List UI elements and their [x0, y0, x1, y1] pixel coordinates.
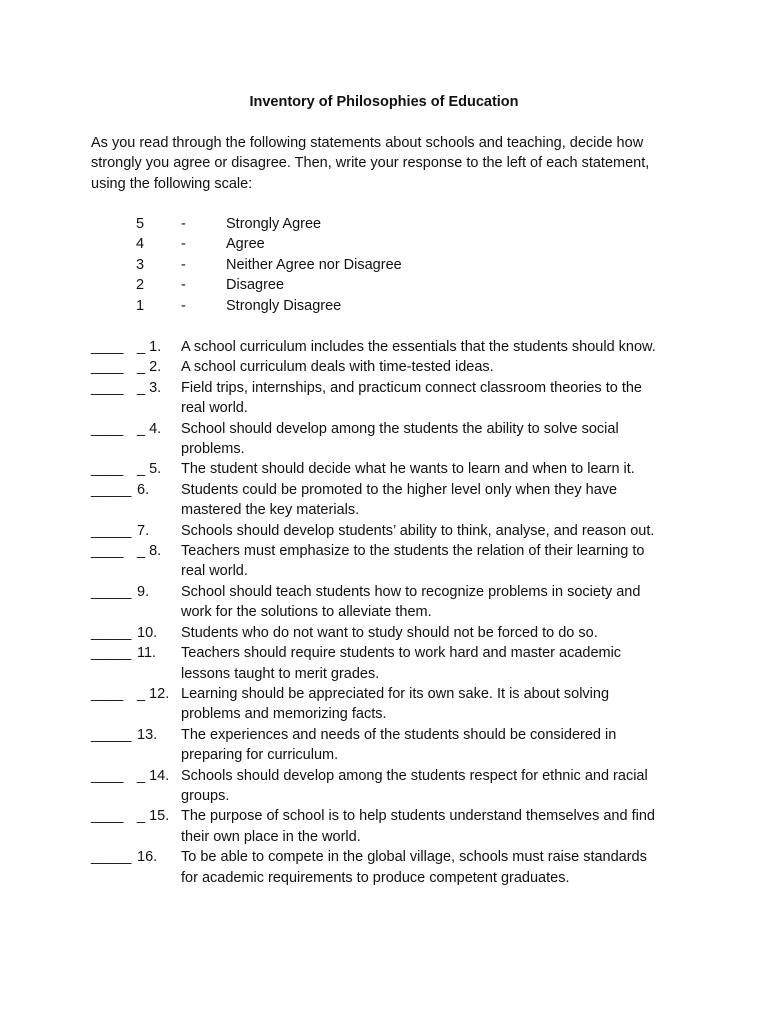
- statement-text: [181, 337, 681, 357]
- statement-line: Schools should develop students’ ability to think, analyse, and reason out.: [181, 522, 655, 539]
- statement-number: _ 2.: [137, 359, 162, 376]
- scale-dash: -: [181, 216, 186, 232]
- statement-item: [0, 766, 768, 807]
- scale-value: 5: [136, 216, 145, 232]
- statement-text: [181, 480, 681, 521]
- statement-line: To be able to compete in the global village, schools must raise standards: [181, 849, 647, 866]
- response-blank: ____: [91, 359, 124, 376]
- statement-item: [0, 806, 768, 847]
- statement-item: [0, 643, 768, 684]
- statement-number: _ 15.: [137, 808, 170, 825]
- scale-value: 1: [136, 297, 145, 314]
- statement-number: 10.: [137, 624, 158, 641]
- statement-line: Field trips, internships, and practicum connect classroom theories to the: [181, 379, 642, 396]
- scale-dash: -: [181, 256, 186, 273]
- statement-text: [181, 541, 681, 582]
- scale-value: 3: [136, 256, 145, 273]
- statement-number: _ 8.: [137, 543, 162, 560]
- statement-text: [181, 419, 681, 460]
- statement-line: The student should decide what he wants to learn and when to learn it.: [181, 461, 635, 478]
- instructions-line: As you read through the following statements about schools and teaching, decide how: [91, 135, 644, 151]
- scale-dash: -: [181, 297, 186, 314]
- scale-label: Strongly Disagree: [226, 297, 342, 314]
- scale-row: [0, 275, 768, 295]
- statement-item: [0, 521, 768, 541]
- response-blank: ____: [91, 379, 124, 396]
- rating-scale: [0, 214, 768, 316]
- statement-line: Students could be promoted to the higher level only when they have: [181, 481, 618, 498]
- statement-line: Learning should be appreciated for its own sake. It is about solving: [181, 685, 610, 702]
- statement-line: A school curriculum deals with time-tested ideas.: [181, 359, 494, 376]
- scale-label: Agree: [226, 236, 265, 253]
- statement-text: [181, 521, 681, 541]
- statement-line: preparing for curriculum.: [181, 747, 339, 764]
- response-blank: ____: [91, 339, 124, 355]
- document-title: Inventory of Philosophies of Education: [249, 94, 519, 110]
- statement-item: [0, 847, 768, 888]
- response-blank: ____: [91, 808, 124, 825]
- statement-item: [0, 541, 768, 582]
- response-blank: _____: [91, 624, 132, 641]
- statement-list: [0, 337, 768, 888]
- statement-line: real world.: [181, 400, 248, 417]
- statement-line: Teachers should require students to work hard and master academic: [181, 645, 622, 662]
- response-blank: _____: [91, 522, 132, 539]
- response-blank: _____: [91, 583, 132, 600]
- statement-line: The purpose of school is to help students understand themselves and find: [181, 808, 655, 825]
- scale-dash: -: [181, 277, 186, 294]
- statement-item: [0, 357, 768, 377]
- scale-row: [0, 296, 768, 316]
- statement-item: [0, 378, 768, 419]
- scale-value: 2: [136, 277, 145, 294]
- statement-line: mastered the key materials.: [181, 502, 360, 519]
- statement-line: groups.: [181, 787, 230, 804]
- statement-line: Schools should develop among the students respect for ethnic and racial: [181, 767, 648, 784]
- statement-number: _ 5.: [137, 461, 162, 478]
- statement-line: lessons taught to merit grades.: [181, 665, 380, 682]
- statement-item: [0, 582, 768, 623]
- statement-text: [181, 725, 681, 766]
- statement-number: _ 1.: [137, 339, 162, 355]
- statement-text: [181, 684, 681, 725]
- statement-item: [0, 337, 768, 357]
- statement-line: Students who do not want to study should not be forced to do so.: [181, 624, 598, 641]
- statement-text: [181, 459, 681, 479]
- statement-line: The experiences and needs of the students should be considered in: [181, 726, 617, 743]
- statement-line: problems and memorizing facts.: [181, 706, 387, 723]
- statement-number: _ 14.: [137, 767, 170, 784]
- statement-line: work for the solutions to alleviate them.: [181, 604, 432, 621]
- statement-line: real world.: [181, 563, 248, 580]
- statement-text: [181, 766, 681, 807]
- scale-value: 4: [136, 236, 145, 253]
- instructions-paragraph: [91, 133, 691, 194]
- statement-item: [0, 684, 768, 725]
- scale-row: [0, 234, 768, 254]
- statement-number: 9.: [137, 583, 150, 600]
- response-blank: _____: [91, 726, 132, 743]
- statement-line: for academic requirements to produce competent graduates.: [181, 869, 570, 886]
- response-blank: ____: [91, 767, 124, 784]
- statement-item: [0, 419, 768, 460]
- instructions-line: using the following scale:: [91, 175, 253, 192]
- statement-text: [181, 378, 681, 419]
- statement-number: 16.: [137, 849, 158, 866]
- scale-label: Strongly Agree: [226, 216, 322, 232]
- statement-line: Teachers must emphasize to the students the relation of their learning to: [181, 543, 645, 560]
- statement-line: School should teach students how to recognize problems in society and: [181, 583, 641, 600]
- instructions-line: strongly you agree or disagree. Then, write your response to the left of each statement,: [91, 155, 650, 172]
- statement-line: problems.: [181, 441, 245, 458]
- statement-text: [181, 357, 681, 377]
- response-blank: ____: [91, 685, 124, 702]
- statement-number: _ 12.: [137, 685, 170, 702]
- statement-line: A school curriculum includes the essentials that the students should know.: [181, 339, 656, 355]
- response-blank: ____: [91, 543, 124, 560]
- statement-text: [181, 623, 681, 643]
- response-blank: _____: [91, 481, 132, 498]
- scale-dash: -: [181, 236, 186, 253]
- scale-label: Neither Agree nor Disagree: [226, 256, 402, 273]
- statement-number: _ 4.: [137, 420, 162, 437]
- statement-item: [0, 725, 768, 766]
- statement-text: [181, 643, 681, 684]
- statement-item: [0, 480, 768, 521]
- statement-number: _ 3.: [137, 379, 162, 396]
- statement-item: [0, 623, 768, 643]
- statement-item: [0, 459, 768, 479]
- scale-row: [0, 214, 768, 234]
- scale-label: Disagree: [226, 277, 285, 294]
- statement-number: 6.: [137, 481, 150, 498]
- statement-number: 11.: [137, 645, 157, 662]
- statement-number: 13.: [137, 726, 158, 743]
- statement-line: School should develop among the students the ability to solve social: [181, 420, 619, 437]
- response-blank: _____: [91, 849, 132, 866]
- response-blank: ____: [91, 420, 124, 437]
- scale-row: [0, 255, 768, 275]
- statement-text: [181, 806, 681, 847]
- statement-line: their own place in the world.: [181, 828, 361, 845]
- response-blank: _____: [91, 645, 132, 662]
- statement-text: [181, 847, 681, 888]
- statement-text: [181, 582, 681, 623]
- statement-number: 7.: [137, 522, 150, 539]
- response-blank: ____: [91, 461, 124, 478]
